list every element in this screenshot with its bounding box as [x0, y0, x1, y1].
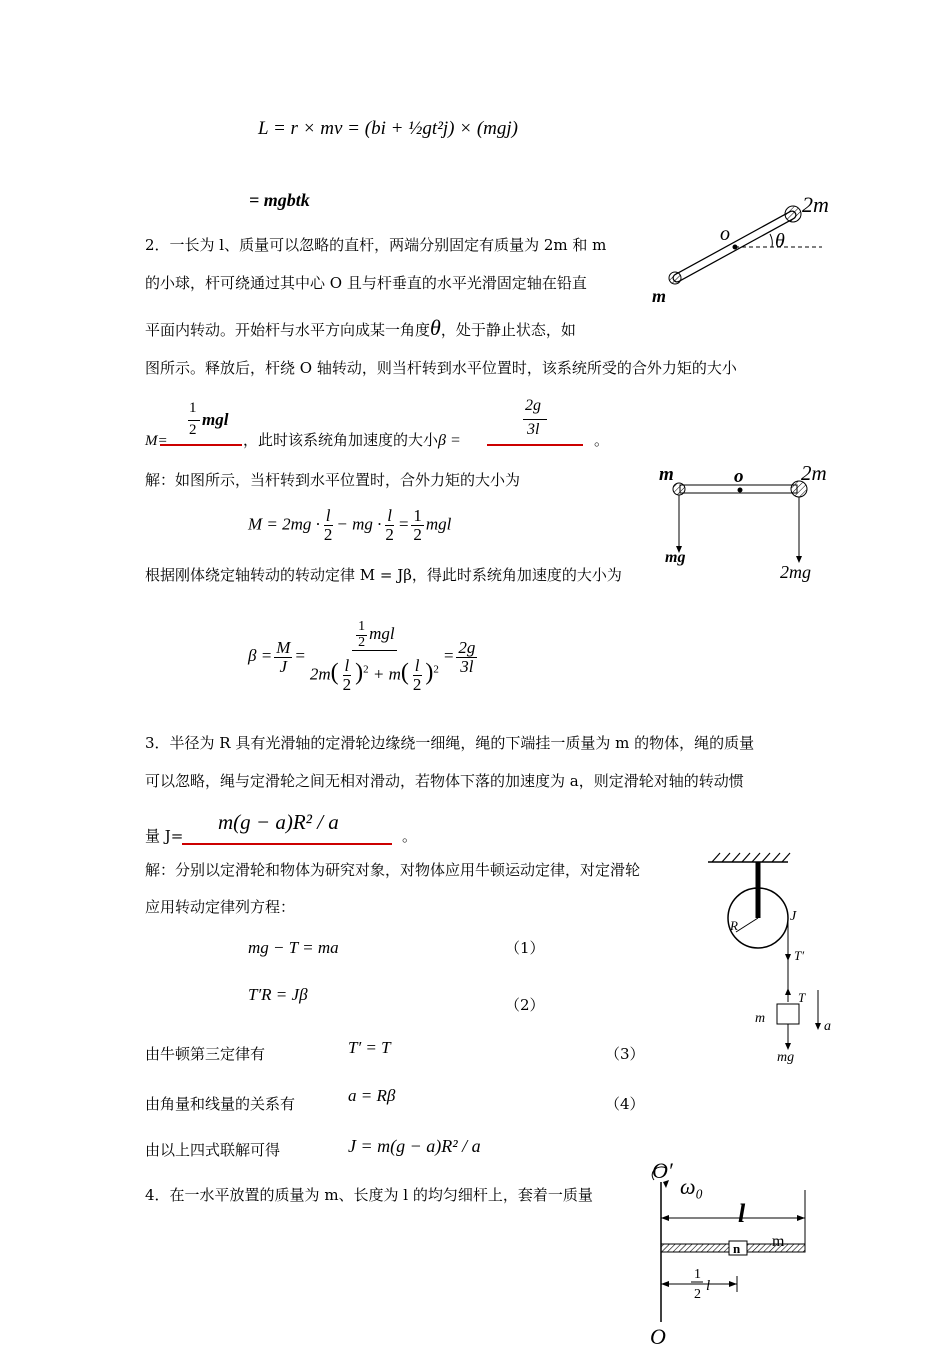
equation-torque: M = 2mg · $\frac{l}{2}$ − mg · $\frac{l}{2}$ = $\frac{1}{2}$ mgl — [248, 506, 452, 544]
solution-2-line-1: 解：如图所示，当杆转到水平位置时，合外力矩的大小为 — [145, 471, 521, 489]
equation-3: T′ = T — [348, 1038, 391, 1057]
theta-symbol: θ — [430, 315, 441, 340]
figure-pulley — [700, 850, 840, 1070]
equation-4: a = Rβ — [348, 1086, 396, 1105]
label-o: o — [734, 466, 744, 487]
svg-text:1: 1 — [694, 1267, 701, 1282]
svg-text:O′: O′ — [652, 1160, 673, 1183]
equation-1-number: （1） — [505, 939, 545, 957]
svg-text:T: T — [798, 990, 806, 1005]
text-newton-third: 由牛顿第三定律有 — [145, 1045, 266, 1063]
svg-text:l: l — [738, 1199, 746, 1228]
svg-text:m: m — [755, 1011, 766, 1026]
svg-text:O: O — [650, 1324, 666, 1347]
svg-text:l: l — [706, 1278, 711, 1294]
label-2m: 2m — [801, 461, 827, 485]
equation-5: J = m(g − a)R² / a — [348, 1136, 481, 1156]
svg-text:R: R — [730, 918, 738, 933]
svg-text:m: m — [772, 1233, 785, 1250]
label-m: m — [652, 286, 667, 305]
label-2mg: 2mg — [780, 562, 811, 582]
end-mark: 。 — [594, 431, 610, 449]
answer-blank-J: m(g − a)R² / a — [182, 810, 392, 846]
svg-text:T′: T′ — [794, 948, 805, 963]
problem-2-line-4: 图所示。释放后，杆绕 O 轴转动，则当杆转到水平位置时，该系统所受的合外力矩的大小 — [145, 359, 737, 377]
figure-tilted-rod — [652, 190, 842, 305]
label-theta: θ — [775, 230, 785, 252]
equation-angular-momentum: L = r × mv = (bi + ½gt²j) × (mgj) — [258, 118, 518, 139]
label-o: o — [720, 223, 730, 245]
svg-text:J: J — [790, 909, 797, 924]
figure-horizontal-rod — [655, 460, 845, 585]
svg-text:a: a — [824, 1019, 831, 1034]
problem-3-line-1: 3．半径为 R 具有光滑轴的定滑轮边缘绕一细绳，绳的下端挂一质量为 m 的物体，绳的质量 — [145, 734, 755, 752]
equation-3-number: （3） — [605, 1045, 645, 1063]
answer-blank-beta: 2g 3l — [487, 397, 583, 447]
problem-2-line-2: 的小球，杆可绕通过其中心 O 且与杆垂直的水平光滑固定轴在铅直 — [145, 274, 587, 292]
svg-text:ω₀: ω₀ — [680, 1174, 704, 1199]
problem-2-mid-text: ，此时该系统角加速度的大小β = — [243, 431, 461, 449]
svg-text:2: 2 — [694, 1287, 701, 1302]
problem-4-line-1: 4．在一水平放置的质量为 m、长度为 l 的均匀细杆上，套着一质量 — [145, 1186, 593, 1204]
label-m: m — [659, 464, 674, 485]
equation-1: mg − T = ma — [248, 938, 339, 957]
equation-beta: β = $\frac{M}{J}$ = $\frac{1}{2}$ mgl 2m( $\frac{l}{2}$ )$^2$ + m( $\frac{l}{2}$ )$^2$ = $\frac{2g}{3l}$ — [248, 619, 476, 695]
solution-2-line-2: 根据刚体绕定轴转动的转动定律 M = Jβ，得此时系统角加速度的大小为 — [145, 566, 622, 584]
equation-2-number: （2） — [505, 996, 545, 1014]
problem-3-label: 量 J= — [145, 827, 184, 845]
problem-2-line-1: 2．一长为 l、质量可以忽略的直杆，两端分别固定有质量为 2m 和 m — [145, 236, 607, 254]
solution-3-line-2: 应用转动定律列方程： — [145, 898, 296, 916]
equation-result-mgbtk: = mgbtk — [249, 190, 310, 210]
equation-4-number: （4） — [605, 1095, 645, 1113]
answer-blank-M: 1 2 mgl — [160, 400, 242, 446]
text-combine: 由以上四式联解可得 — [145, 1141, 281, 1159]
svg-text:n: n — [733, 1241, 741, 1256]
text-angular-linear: 由角量和线量的关系有 — [145, 1095, 296, 1113]
problem-2-line-3: 平面内转动。开始杆与水平方向成某一角度θ，处于静止状态，如 — [145, 315, 576, 340]
figure-rotating-rod — [640, 1160, 815, 1347]
label-mg: mg — [665, 549, 686, 566]
m-label: M= — [145, 433, 168, 449]
solution-3-line-1: 解：分别以定滑轮和物体为研究对象，对物体应用牛顿运动定律，对定滑轮 — [145, 861, 641, 879]
label-2m: 2m — [802, 192, 829, 217]
equation-2: T′R = Jβ — [248, 985, 308, 1004]
end-mark-3: 。 — [402, 827, 418, 845]
problem-3-line-2: 可以忽略，绳与定滑轮之间无相对滑动，若物体下落的加速度为 a，则定滑轮对轴的转动惯 — [145, 772, 744, 790]
svg-text:mg: mg — [777, 1050, 795, 1065]
